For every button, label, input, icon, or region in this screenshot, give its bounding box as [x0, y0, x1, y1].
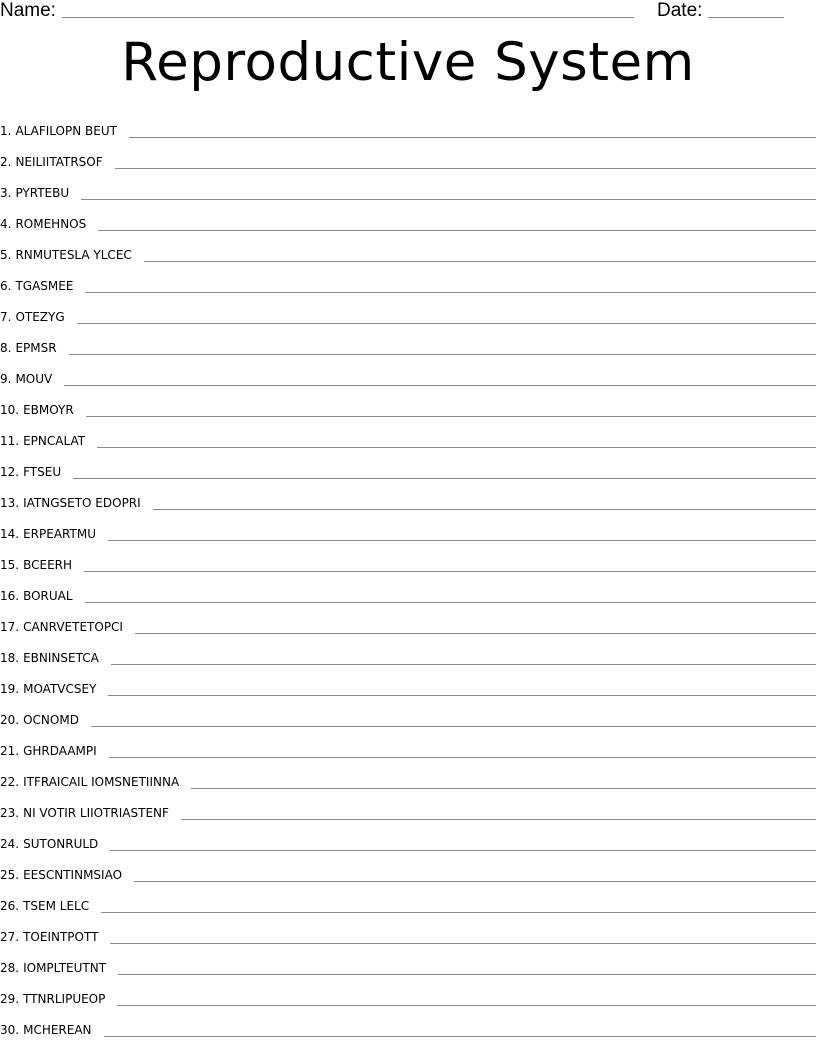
scrambled-word: RNMUTESLA YLCEC: [15, 248, 132, 262]
list-item: [0, 544, 816, 575]
item-number: 14.: [0, 527, 20, 541]
scrambled-word-label: [0, 341, 57, 355]
answer-line[interactable]: [73, 478, 816, 479]
list-item: [0, 172, 816, 203]
list-item: [0, 761, 816, 792]
scrambled-word: EPMSR: [15, 341, 57, 355]
scrambled-word: ITFRAICAIL IOMSNETIINNA: [23, 775, 180, 789]
item-number: 22.: [0, 775, 20, 789]
scrambled-word: MOUV: [15, 372, 53, 386]
list-item: [0, 606, 816, 637]
item-number: 4.: [0, 217, 12, 231]
scrambled-word-label: [0, 496, 141, 510]
item-number: 15.: [0, 558, 20, 572]
list-item: [0, 885, 816, 916]
scrambled-word-label: [0, 372, 52, 386]
list-item: [0, 234, 816, 265]
scrambled-word: EESCNTINMSIAO: [23, 868, 123, 882]
answer-line[interactable]: [91, 726, 816, 727]
name-label: Name:: [0, 0, 56, 21]
name-field-line[interactable]: [62, 17, 634, 18]
scrambled-word: MOATVCSEY: [23, 682, 97, 696]
scrambled-word-label: [0, 961, 106, 975]
item-number: 11.: [0, 434, 20, 448]
scrambled-word: TGASMEE: [15, 279, 74, 293]
list-item: [0, 513, 816, 544]
answer-line[interactable]: [108, 540, 816, 541]
list-item: [0, 296, 816, 327]
scrambled-word-label: [0, 186, 69, 200]
item-number: 24.: [0, 837, 20, 851]
answer-line[interactable]: [101, 912, 816, 913]
list-item: [0, 327, 816, 358]
scrambled-word-label: [0, 868, 122, 882]
item-number: 28.: [0, 961, 20, 975]
answer-line[interactable]: [153, 509, 816, 510]
answer-line[interactable]: [97, 447, 816, 448]
scrambled-word: ALAFILOPN BEUT: [15, 124, 117, 138]
item-number: 16.: [0, 589, 20, 603]
list-item: [0, 792, 816, 823]
answer-line[interactable]: [81, 199, 816, 200]
answer-line[interactable]: [85, 602, 816, 603]
scrambled-word-label: [0, 527, 96, 541]
item-number: 23.: [0, 806, 20, 820]
answer-line[interactable]: [129, 137, 816, 138]
answer-line[interactable]: [134, 881, 816, 882]
scrambled-word: TSEM LELC: [23, 899, 90, 913]
scrambled-word-label: [0, 837, 98, 851]
answer-line[interactable]: [191, 788, 816, 789]
list-item: [0, 823, 816, 854]
scrambled-word-label: [0, 744, 97, 758]
scrambled-word: ROMEHNOS: [15, 217, 87, 231]
answer-line[interactable]: [98, 230, 816, 231]
answer-line[interactable]: [115, 168, 816, 169]
answer-line[interactable]: [110, 943, 816, 944]
item-number: 8.: [0, 341, 12, 355]
scrambled-word: EBNINSETCA: [23, 651, 99, 665]
answer-line[interactable]: [64, 385, 816, 386]
list-item: [0, 854, 816, 885]
list-item: [0, 730, 816, 761]
scrambled-word: BCEERH: [23, 558, 73, 572]
list-item: [0, 637, 816, 668]
answer-line[interactable]: [104, 1036, 816, 1037]
scrambled-word: ERPEARTMU: [23, 527, 96, 541]
scrambled-word-label: [0, 992, 105, 1006]
scrambled-word: NI VOTIR LIIOTRIASTENF: [23, 806, 169, 820]
answer-line[interactable]: [77, 323, 816, 324]
scrambled-word: OTEZYG: [15, 310, 65, 324]
scrambled-word: FTSEU: [23, 465, 62, 479]
item-number: 9.: [0, 372, 12, 386]
list-item: [0, 451, 816, 482]
answer-line[interactable]: [84, 571, 816, 572]
item-number: 18.: [0, 651, 20, 665]
item-number: 27.: [0, 930, 20, 944]
list-item: [0, 265, 816, 296]
list-item: [0, 110, 816, 141]
scrambled-word: TTNRLIPUEOP: [23, 992, 106, 1006]
list-item: [0, 141, 816, 172]
item-number: 25.: [0, 868, 20, 882]
scrambled-word-label: [0, 155, 103, 169]
item-number: 29.: [0, 992, 20, 1006]
scrambled-word-label: [0, 930, 98, 944]
page-title: Reproductive System: [121, 32, 695, 93]
scrambled-word: SUTONRULD: [23, 837, 99, 851]
item-number: 21.: [0, 744, 20, 758]
list-item: [0, 420, 816, 451]
scrambled-word: EBMOYR: [23, 403, 74, 417]
item-number: 7.: [0, 310, 12, 324]
scrambled-word-label: [0, 310, 65, 324]
list-item: [0, 916, 816, 947]
scrambled-word-label: [0, 713, 79, 727]
scrambled-word-label: [0, 465, 61, 479]
scrambled-word-label: [0, 248, 132, 262]
list-item: [0, 575, 816, 606]
answer-line[interactable]: [69, 354, 816, 355]
item-number: 5.: [0, 248, 12, 262]
list-item: [0, 699, 816, 730]
scrambled-word: TOEINTPOTT: [23, 930, 99, 944]
answer-line[interactable]: [110, 850, 816, 851]
scrambled-word: PYRTEBU: [15, 186, 70, 200]
worksheet-header: [0, 0, 816, 28]
scrambled-word-label: [0, 589, 73, 603]
scrambled-word-label: [0, 1023, 92, 1037]
date-field-line[interactable]: [708, 17, 784, 18]
list-item: [0, 947, 816, 978]
scrambled-word: IATNGSETO EDOPRI: [23, 496, 141, 510]
scrambled-word-label: [0, 806, 169, 820]
scrambled-word-label: [0, 651, 99, 665]
item-number: 30.: [0, 1023, 20, 1037]
item-number: 19.: [0, 682, 20, 696]
answer-line[interactable]: [144, 261, 816, 262]
item-number: 3.: [0, 186, 12, 200]
list-item: [0, 1009, 816, 1040]
scrambled-word-label: [0, 558, 72, 572]
answer-line[interactable]: [135, 633, 816, 634]
scrambled-word: EPNCALAT: [23, 434, 86, 448]
scrambled-word: OCNOMD: [23, 713, 79, 727]
answer-line[interactable]: [117, 1005, 816, 1006]
scramble-list: [0, 110, 816, 1040]
list-item: [0, 978, 816, 1009]
item-number: 10.: [0, 403, 20, 417]
scrambled-word: GHRDAAMPI: [23, 744, 97, 758]
answer-line[interactable]: [108, 695, 816, 696]
item-number: 13.: [0, 496, 20, 510]
scrambled-word-label: [0, 620, 123, 634]
scrambled-word-label: [0, 124, 117, 138]
item-number: 17.: [0, 620, 20, 634]
list-item: [0, 482, 816, 513]
scrambled-word-label: [0, 434, 85, 448]
answer-line[interactable]: [86, 416, 816, 417]
scrambled-word: CANRVETETOPCI: [23, 620, 123, 634]
item-number: 26.: [0, 899, 20, 913]
answer-line[interactable]: [181, 819, 816, 820]
scrambled-word: IOMPLTEUTNT: [23, 961, 107, 975]
scrambled-word-label: [0, 279, 73, 293]
scrambled-word-label: [0, 682, 96, 696]
scrambled-word: BORUAL: [23, 589, 73, 603]
scrambled-word-label: [0, 775, 179, 789]
answer-line[interactable]: [118, 974, 816, 975]
list-item: [0, 668, 816, 699]
item-number: 12.: [0, 465, 20, 479]
list-item: [0, 389, 816, 420]
item-number: 1.: [0, 124, 12, 138]
scrambled-word: NEILIITATRSOF: [15, 155, 103, 169]
scrambled-word: MCHEREAN: [23, 1023, 92, 1037]
answer-line[interactable]: [109, 757, 816, 758]
item-number: 2.: [0, 155, 12, 169]
date-label: Date:: [657, 0, 703, 21]
scrambled-word-label: [0, 899, 89, 913]
list-item: [0, 358, 816, 389]
item-number: 6.: [0, 279, 12, 293]
scrambled-word-label: [0, 217, 86, 231]
list-item: [0, 203, 816, 234]
item-number: 20.: [0, 713, 20, 727]
scrambled-word-label: [0, 403, 74, 417]
answer-line[interactable]: [111, 664, 816, 665]
answer-line[interactable]: [85, 292, 816, 293]
